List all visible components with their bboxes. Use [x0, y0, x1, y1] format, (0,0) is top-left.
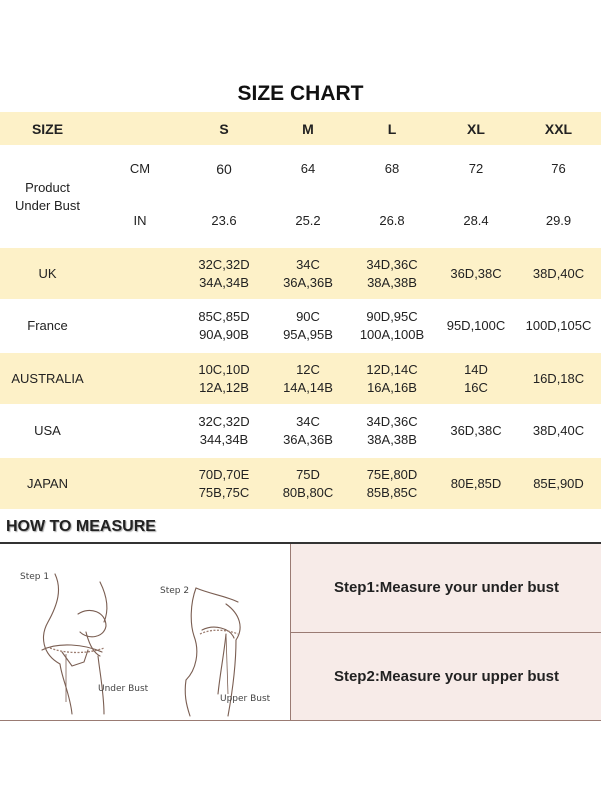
size-header-xl: XL — [467, 120, 485, 137]
size-header-s: S — [219, 120, 229, 137]
size-header-xxl: XXL — [544, 120, 573, 137]
underbust-cm-values — [180, 161, 601, 181]
size-header-l: L — [387, 120, 397, 137]
step1-text: Step1:Measure your under bust — [333, 579, 560, 596]
row-value-xxl: 38D,40C — [532, 265, 585, 281]
row-value-xl: 36D,38C — [450, 423, 502, 438]
size-header-m: M — [302, 120, 314, 137]
row-label: JAPAN — [27, 475, 68, 491]
bottom-divider — [0, 720, 601, 721]
size-row-france — [0, 299, 601, 353]
row-value-xl: 95D,100C — [446, 318, 506, 333]
row-value-m: 12C 14A,14B — [283, 361, 333, 395]
row-value-s: 70D,70E 75B,75C — [198, 466, 250, 500]
cm-value-s: 60 — [216, 161, 232, 177]
row-value-m: 34C 36A,36B — [283, 256, 333, 290]
step2-text: Step2:Measure your upper bust — [333, 668, 560, 685]
cm-value-m: 64 — [300, 161, 316, 176]
row-value-xl: 80E,85D — [450, 475, 502, 491]
step2-caption: Step 2 — [160, 586, 190, 596]
in-value-xl: 28.4 — [463, 213, 489, 228]
measure-steps-panel — [290, 544, 601, 720]
row-label: AUSTRALIA — [11, 370, 84, 386]
row-value-xxl: 100D,105C — [525, 318, 592, 333]
row-value-s: 85C,85D 90A,90B — [198, 309, 250, 342]
size-header-row — [0, 112, 601, 145]
row-value-xxl: 16D,18C — [532, 370, 585, 386]
row-value-l: 34D,36C 38A,38B — [366, 256, 418, 290]
row-value-xl: 14D 16C — [464, 361, 488, 395]
in-value-l: 26.8 — [379, 213, 405, 228]
step1-caption: Step 1 — [20, 572, 50, 582]
row-value-m: 90C 95A,95B — [283, 309, 333, 342]
cm-label: CM — [129, 161, 151, 176]
row-value-l: 90D,95C 100A,100B — [359, 309, 425, 342]
size-chart-title: SIZE CHART — [237, 82, 364, 105]
row-value-xxl: 38D,40C — [532, 423, 585, 438]
in-value-s: 23.6 — [211, 213, 237, 228]
row-label: UK — [38, 265, 57, 281]
row-value-xxl: 85E,90D — [533, 475, 584, 491]
size-row-japan — [0, 458, 601, 509]
row-value-l: 34D,36C 38A,38B — [366, 414, 418, 447]
row-value-m: 34C 36A,36B — [283, 414, 333, 447]
row-value-l: 75E,80D 85B,85C — [366, 466, 418, 500]
underbust-in-values — [180, 213, 601, 233]
row-label: France — [27, 318, 68, 333]
row-value-s: 10C,10D 12A,12B — [198, 361, 250, 395]
cm-value-xxl: 76 — [551, 161, 566, 176]
cm-value-l: 68 — [384, 161, 400, 176]
in-value-m: 25.2 — [295, 213, 321, 228]
row-value-l: 12D,14C 16A,16B — [366, 361, 418, 395]
how-to-measure-title: HOW TO MEASURE — [6, 518, 156, 535]
row-value-xl: 36D,38C — [450, 265, 502, 281]
size-row-uk — [0, 248, 601, 299]
underbust-label: Product Under Bust — [14, 179, 81, 213]
size-row-australia — [0, 353, 601, 404]
row-value-s: 32C,32D 344,34B — [198, 414, 250, 447]
row-label: USA — [34, 423, 61, 438]
underbust-block — [0, 145, 601, 248]
upper-bust-caption: Upper Bust — [220, 694, 271, 704]
in-label: IN — [133, 213, 147, 228]
under-bust-caption: Under Bust — [98, 684, 149, 694]
in-value-xxl: 29.9 — [545, 213, 572, 228]
size-row-usa — [0, 404, 601, 458]
measure-illustration — [0, 544, 290, 720]
row-value-m: 75D 80B,80C — [282, 466, 334, 500]
size-header-label: SIZE — [31, 120, 64, 137]
cm-value-xl: 72 — [468, 161, 484, 176]
row-value-s: 32C,32D 34A,34B — [198, 256, 250, 290]
